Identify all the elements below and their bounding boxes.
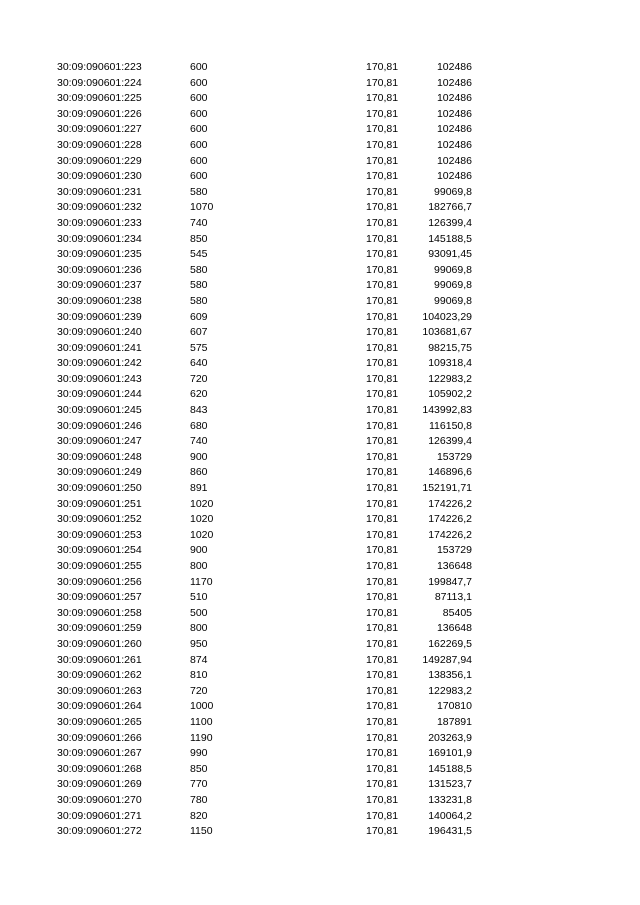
table-row xyxy=(0,481,640,497)
cadastral-number-cell: 30:09:090601:232 xyxy=(57,201,142,214)
table-row xyxy=(0,107,640,123)
area-cell: 780 xyxy=(190,793,208,806)
table-row xyxy=(0,263,640,279)
area-cell: 600 xyxy=(190,123,208,136)
cadastral-number-cell: 30:09:090601:261 xyxy=(57,653,142,666)
cadastral-number-cell: 30:09:090601:251 xyxy=(57,497,142,510)
cadastral-number-cell: 30:09:090601:237 xyxy=(57,279,142,292)
cadastral-number-cell: 30:09:090601:270 xyxy=(57,793,142,806)
table-row xyxy=(0,606,640,622)
table-row xyxy=(0,200,640,216)
cadastral-number-cell: 30:09:090601:260 xyxy=(57,637,142,650)
total-value-cell: 87113,1 xyxy=(434,591,472,604)
area-cell: 850 xyxy=(190,232,208,245)
area-cell: 1070 xyxy=(190,201,214,214)
rate-cell: 170,81 xyxy=(366,232,399,245)
total-value-cell: 102486 xyxy=(436,61,472,73)
rate-cell: 170,81 xyxy=(366,248,399,261)
area-cell: 1020 xyxy=(190,497,214,510)
cadastral-number-cell: 30:09:090601:250 xyxy=(57,482,142,495)
total-value-cell: 103681,67 xyxy=(422,326,472,339)
table-row xyxy=(0,138,640,154)
cadastral-number-cell: 30:09:090601:234 xyxy=(57,232,142,245)
area-cell: 600 xyxy=(190,92,208,105)
table-row xyxy=(0,372,640,388)
table-row xyxy=(0,559,640,575)
area-cell: 810 xyxy=(190,669,208,682)
cadastral-number-cell: 30:09:090601:230 xyxy=(57,170,142,183)
area-cell: 874 xyxy=(190,653,208,666)
total-value-cell: 153729 xyxy=(436,450,472,463)
total-value-cell: 187891 xyxy=(436,715,472,728)
rate-cell: 170,81 xyxy=(366,435,399,448)
cadastral-number-cell: 30:09:090601:239 xyxy=(57,310,142,323)
table-row xyxy=(0,699,640,715)
cadastral-number-cell: 30:09:090601:242 xyxy=(57,357,142,370)
area-cell: 600 xyxy=(190,170,208,183)
table-row xyxy=(0,294,640,310)
table-row xyxy=(0,824,640,840)
cadastral-number-cell: 30:09:090601:249 xyxy=(57,466,142,479)
total-value-cell: 102486 xyxy=(436,154,472,167)
rate-cell: 170,81 xyxy=(366,92,399,105)
cadastral-number-cell: 30:09:090601:248 xyxy=(57,450,142,463)
area-cell: 600 xyxy=(190,138,208,151)
table-row xyxy=(0,154,640,170)
cadastral-number-cell: 30:09:090601:243 xyxy=(57,372,142,385)
area-cell: 800 xyxy=(190,560,208,572)
total-value-cell: 143992,83 xyxy=(422,404,472,417)
cadastral-number-cell: 30:09:090601:236 xyxy=(57,263,142,276)
rate-cell: 170,81 xyxy=(366,123,399,136)
rate-cell: 170,81 xyxy=(366,497,399,510)
table-row xyxy=(0,777,640,793)
total-value-cell: 162269,5 xyxy=(428,637,472,650)
cadastral-number-cell: 30:09:090601:227 xyxy=(57,123,142,136)
total-value-cell: 196431,5 xyxy=(428,825,472,838)
total-value-cell: 174226,2 xyxy=(428,513,472,526)
total-value-cell: 122983,2 xyxy=(428,372,472,385)
rate-cell: 170,81 xyxy=(366,357,399,370)
table-row xyxy=(0,668,640,684)
area-cell: 990 xyxy=(190,747,208,760)
table-row xyxy=(0,60,640,76)
table-row xyxy=(0,715,640,731)
table-row xyxy=(0,809,640,825)
area-cell: 1000 xyxy=(190,700,214,713)
cadastral-number-cell: 30:09:090601:246 xyxy=(57,419,142,432)
table-row xyxy=(0,216,640,232)
table-row xyxy=(0,731,640,747)
cadastral-number-cell: 30:09:090601:256 xyxy=(57,575,142,588)
total-value-cell: 109318,4 xyxy=(428,357,472,370)
total-value-cell: 102486 xyxy=(436,92,472,105)
total-value-cell: 203263,9 xyxy=(428,731,472,744)
total-value-cell: 105902,2 xyxy=(428,388,472,401)
rate-cell: 170,81 xyxy=(366,294,399,307)
table-row xyxy=(0,356,640,372)
table-row xyxy=(0,434,640,450)
area-cell: 891 xyxy=(190,482,208,495)
cadastral-number-cell: 30:09:090601:247 xyxy=(57,435,142,448)
area-cell: 740 xyxy=(190,216,208,229)
total-value-cell: 102486 xyxy=(436,76,472,89)
table-row xyxy=(0,543,640,559)
total-value-cell: 199847,7 xyxy=(428,575,472,588)
area-cell: 1020 xyxy=(190,528,214,541)
total-value-cell: 138356,1 xyxy=(428,669,472,682)
rate-cell: 170,81 xyxy=(366,731,399,744)
table-row xyxy=(0,684,640,700)
cadastral-number-cell: 30:09:090601:235 xyxy=(57,248,142,261)
rate-cell: 170,81 xyxy=(366,715,399,728)
cadastral-number-cell: 30:09:090601:264 xyxy=(57,700,142,713)
rate-cell: 170,81 xyxy=(366,528,399,541)
rate-cell: 170,81 xyxy=(366,404,399,417)
total-value-cell: 85405 xyxy=(442,606,472,619)
rate-cell: 170,81 xyxy=(366,419,399,432)
area-cell: 609 xyxy=(190,310,208,323)
rate-cell: 170,81 xyxy=(366,466,399,479)
area-cell: 600 xyxy=(190,154,208,167)
area-cell: 1190 xyxy=(190,731,213,744)
cadastral-number-cell: 30:09:090601:265 xyxy=(57,715,142,728)
table-row xyxy=(0,653,640,669)
rate-cell: 170,81 xyxy=(366,263,399,276)
total-value-cell: 182766,7 xyxy=(428,201,472,214)
rate-cell: 170,81 xyxy=(366,778,399,791)
area-cell: 640 xyxy=(190,357,208,370)
table-row xyxy=(0,762,640,778)
total-value-cell: 102486 xyxy=(436,170,472,183)
rate-cell: 170,81 xyxy=(366,684,399,697)
total-value-cell: 98215,75 xyxy=(428,341,472,354)
total-value-cell: 93091,45 xyxy=(428,248,472,261)
rate-cell: 170,81 xyxy=(366,341,399,354)
rate-cell: 170,81 xyxy=(366,138,399,151)
table-row xyxy=(0,465,640,481)
area-cell: 545 xyxy=(190,248,208,261)
area-cell: 1020 xyxy=(190,513,214,526)
data-table xyxy=(0,60,640,840)
total-value-cell: 126399,4 xyxy=(428,216,472,229)
rate-cell: 170,81 xyxy=(366,653,399,666)
area-cell: 1150 xyxy=(190,825,213,838)
cadastral-number-cell: 30:09:090601:231 xyxy=(57,185,142,198)
total-value-cell: 140064,2 xyxy=(428,809,472,822)
rate-cell: 170,81 xyxy=(366,185,399,198)
area-cell: 820 xyxy=(190,809,208,822)
total-value-cell: 131523,7 xyxy=(428,778,472,791)
total-value-cell: 122983,2 xyxy=(428,684,472,697)
rate-cell: 170,81 xyxy=(366,793,399,806)
table-row xyxy=(0,450,640,466)
total-value-cell: 126399,4 xyxy=(428,435,472,448)
total-value-cell: 170810 xyxy=(436,700,472,713)
total-value-cell: 104023,29 xyxy=(422,310,472,323)
area-cell: 720 xyxy=(190,372,208,385)
rate-cell: 170,81 xyxy=(366,544,399,557)
cadastral-number-cell: 30:09:090601:241 xyxy=(57,341,142,354)
cadastral-number-cell: 30:09:090601:245 xyxy=(57,404,142,417)
table-row xyxy=(0,575,640,591)
area-cell: 950 xyxy=(190,637,208,650)
table-row xyxy=(0,325,640,341)
rate-cell: 170,81 xyxy=(366,482,399,495)
cadastral-number-cell: 30:09:090601:225 xyxy=(57,92,142,105)
rate-cell: 170,81 xyxy=(366,637,399,650)
area-cell: 680 xyxy=(190,419,208,432)
rate-cell: 170,81 xyxy=(366,591,399,604)
total-value-cell: 145188,5 xyxy=(428,232,472,245)
total-value-cell: 133231,8 xyxy=(428,793,472,806)
table-row xyxy=(0,746,640,762)
table-row xyxy=(0,387,640,403)
rate-cell: 170,81 xyxy=(366,575,399,588)
total-value-cell: 99069,8 xyxy=(434,263,472,276)
cadastral-number-cell: 30:09:090601:224 xyxy=(57,76,142,89)
area-cell: 510 xyxy=(190,591,208,604)
table-row xyxy=(0,185,640,201)
total-value-cell: 99069,8 xyxy=(434,294,472,307)
cadastral-number-cell: 30:09:090601:263 xyxy=(57,684,142,697)
cadastral-number-cell: 30:09:090601:254 xyxy=(57,544,142,557)
table-row xyxy=(0,310,640,326)
area-cell: 600 xyxy=(190,107,208,120)
table-row xyxy=(0,590,640,606)
cadastral-number-cell: 30:09:090601:226 xyxy=(57,107,142,120)
table-row xyxy=(0,793,640,809)
cadastral-number-cell: 30:09:090601:272 xyxy=(57,825,142,838)
cadastral-number-cell: 30:09:090601:268 xyxy=(57,762,142,775)
rate-cell: 170,81 xyxy=(366,61,399,73)
area-cell: 580 xyxy=(190,263,208,276)
table-row xyxy=(0,169,640,185)
rate-cell: 170,81 xyxy=(366,606,399,619)
total-value-cell: 169101,9 xyxy=(428,747,472,760)
area-cell: 860 xyxy=(190,466,208,479)
area-cell: 620 xyxy=(190,388,208,401)
rate-cell: 170,81 xyxy=(366,747,399,760)
table-row xyxy=(0,247,640,263)
cadastral-number-cell: 30:09:090601:223 xyxy=(57,61,142,73)
rate-cell: 170,81 xyxy=(366,450,399,463)
cadastral-number-cell: 30:09:090601:233 xyxy=(57,216,142,229)
area-cell: 580 xyxy=(190,279,208,292)
total-value-cell: 136648 xyxy=(436,560,472,572)
rate-cell: 170,81 xyxy=(366,513,399,526)
table-row xyxy=(0,621,640,637)
cadastral-number-cell: 30:09:090601:258 xyxy=(57,606,142,619)
area-cell: 600 xyxy=(190,61,208,73)
rate-cell: 170,81 xyxy=(366,76,399,89)
rate-cell: 170,81 xyxy=(366,825,399,838)
rate-cell: 170,81 xyxy=(366,154,399,167)
cadastral-number-cell: 30:09:090601:228 xyxy=(57,138,142,151)
cadastral-number-cell: 30:09:090601:255 xyxy=(57,560,142,572)
table-row xyxy=(0,278,640,294)
table-row xyxy=(0,419,640,435)
area-cell: 900 xyxy=(190,544,208,557)
area-cell: 607 xyxy=(190,326,208,339)
area-cell: 800 xyxy=(190,622,208,635)
area-cell: 600 xyxy=(190,76,208,89)
rate-cell: 170,81 xyxy=(366,107,399,120)
rate-cell: 170,81 xyxy=(366,326,399,339)
total-value-cell: 149287,94 xyxy=(422,653,472,666)
area-cell: 500 xyxy=(190,606,208,619)
table-row xyxy=(0,341,640,357)
total-value-cell: 102486 xyxy=(436,138,472,151)
total-value-cell: 102486 xyxy=(436,107,472,120)
cadastral-number-cell: 30:09:090601:262 xyxy=(57,669,142,682)
area-cell: 770 xyxy=(190,778,208,791)
area-cell: 843 xyxy=(190,404,208,417)
total-value-cell: 99069,8 xyxy=(434,185,472,198)
total-value-cell: 174226,2 xyxy=(428,528,472,541)
cadastral-number-cell: 30:09:090601:238 xyxy=(57,294,142,307)
area-cell: 740 xyxy=(190,435,208,448)
table-row xyxy=(0,91,640,107)
area-cell: 1100 xyxy=(190,715,213,728)
total-value-cell: 99069,8 xyxy=(434,279,472,292)
table-row xyxy=(0,76,640,92)
area-cell: 580 xyxy=(190,294,208,307)
area-cell: 580 xyxy=(190,185,208,198)
cadastral-number-cell: 30:09:090601:257 xyxy=(57,591,142,604)
cadastral-number-cell: 30:09:090601:252 xyxy=(57,513,142,526)
total-value-cell: 174226,2 xyxy=(428,497,472,510)
total-value-cell: 102486 xyxy=(436,123,472,136)
rate-cell: 170,81 xyxy=(366,279,399,292)
cadastral-number-cell: 30:09:090601:244 xyxy=(57,388,142,401)
area-cell: 1170 xyxy=(190,575,213,588)
cadastral-number-cell: 30:09:090601:259 xyxy=(57,622,142,635)
cadastral-number-cell: 30:09:090601:253 xyxy=(57,528,142,541)
rate-cell: 170,81 xyxy=(366,669,399,682)
total-value-cell: 116150,8 xyxy=(428,419,472,432)
total-value-cell: 152191,71 xyxy=(422,482,472,495)
rate-cell: 170,81 xyxy=(366,372,399,385)
table-row xyxy=(0,403,640,419)
table-row xyxy=(0,122,640,138)
area-cell: 900 xyxy=(190,450,208,463)
cadastral-number-cell: 30:09:090601:269 xyxy=(57,778,142,791)
table-row xyxy=(0,232,640,248)
total-value-cell: 136648 xyxy=(436,622,472,635)
cadastral-number-cell: 30:09:090601:266 xyxy=(57,731,142,744)
rate-cell: 170,81 xyxy=(366,560,399,572)
rate-cell: 170,81 xyxy=(366,201,399,214)
rate-cell: 170,81 xyxy=(366,388,399,401)
table-row xyxy=(0,512,640,528)
rate-cell: 170,81 xyxy=(366,700,399,713)
table-row xyxy=(0,637,640,653)
rate-cell: 170,81 xyxy=(366,170,399,183)
table-row xyxy=(0,497,640,513)
total-value-cell: 153729 xyxy=(436,544,472,557)
total-value-cell: 146896,6 xyxy=(428,466,472,479)
cadastral-number-cell: 30:09:090601:267 xyxy=(57,747,142,760)
rate-cell: 170,81 xyxy=(366,216,399,229)
area-cell: 575 xyxy=(190,341,208,354)
cadastral-number-cell: 30:09:090601:240 xyxy=(57,326,142,339)
rate-cell: 170,81 xyxy=(366,762,399,775)
cadastral-number-cell: 30:09:090601:229 xyxy=(57,154,142,167)
rate-cell: 170,81 xyxy=(366,809,399,822)
area-cell: 850 xyxy=(190,762,208,775)
table-row xyxy=(0,528,640,544)
rate-cell: 170,81 xyxy=(366,310,399,323)
rate-cell: 170,81 xyxy=(366,622,399,635)
cadastral-number-cell: 30:09:090601:271 xyxy=(57,809,142,822)
area-cell: 720 xyxy=(190,684,208,697)
total-value-cell: 145188,5 xyxy=(428,762,472,775)
